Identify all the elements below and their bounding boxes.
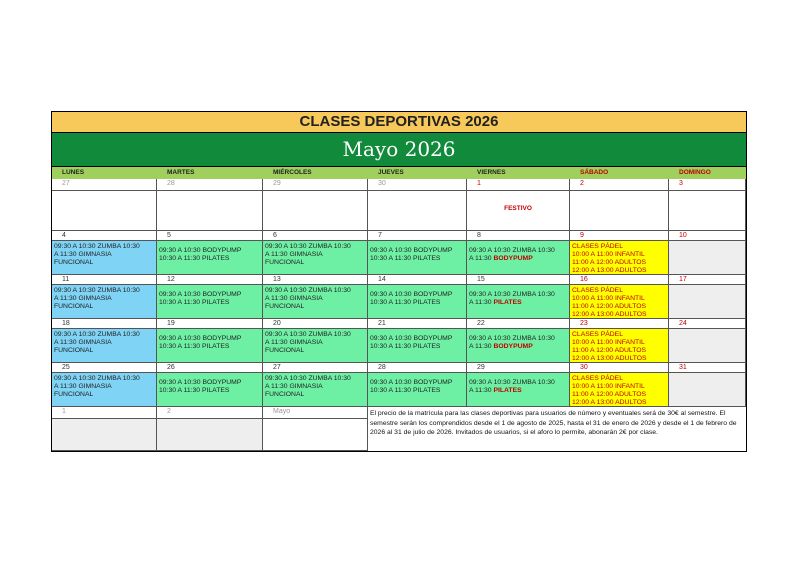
class-cell-saturday: [570, 329, 669, 363]
class-line: 09:30 A 10:30 ZUMBA 10:30: [54, 331, 140, 338]
dow-friday: VIERNES: [467, 167, 570, 179]
day-number: 12: [157, 275, 263, 285]
day-number: 3: [669, 179, 746, 191]
class-line: 10:30 A 11:30 PILATES: [159, 343, 230, 350]
class-line: 09:30 A 10:30 ZUMBA 10:30: [265, 375, 351, 382]
day-number: 27: [52, 179, 157, 191]
class-line: 09:30 A 10:30 BODYPUMP: [159, 291, 242, 298]
class-line: FUNCIONAL: [265, 347, 305, 354]
class-cell-tuesday: [157, 285, 263, 319]
day-number: 30: [570, 363, 669, 373]
class-line: 11:00 A 12:00 ADULTOS: [572, 347, 647, 354]
class-line: 12:00 A 13:00 ADULTOS: [572, 311, 647, 318]
day-cell: [669, 329, 746, 363]
class-line: FUNCIONAL: [54, 391, 94, 398]
class-line: CLASES PÁDEL: [572, 375, 623, 382]
class-line: 10:30 A 11:30 PILATES: [370, 255, 441, 262]
class-line: [469, 255, 569, 263]
class-line: 09:30 A 10:30 ZUMBA 10:30: [265, 243, 351, 250]
class-line: A 11:30 GIMNASIA: [54, 251, 112, 258]
class-cell-wednesday: [263, 373, 368, 407]
class-line: 10:30 A 11:30 PILATES: [159, 299, 230, 306]
class-cell-thursday: [368, 373, 467, 407]
class-cell-thursday: [368, 285, 467, 319]
day-number: 16: [570, 275, 669, 285]
class-line: 09:30 A 10:30 BODYPUMP: [370, 291, 453, 298]
class-cell-wednesday: [263, 329, 368, 363]
class-line: 10:00 A 11:00 INFANTIL: [572, 383, 645, 390]
class-line: A 11:30 GIMNASIA: [265, 251, 323, 258]
day-cell: [669, 241, 746, 275]
day-cell: [52, 191, 157, 231]
class-line: FUNCIONAL: [54, 259, 94, 266]
class-time: A 11:30: [469, 387, 492, 394]
day-number: 22: [467, 319, 570, 329]
class-cell-friday: [467, 285, 570, 319]
day-number: 31: [669, 363, 746, 373]
class-cell-monday: [52, 373, 157, 407]
day-number: 24: [669, 319, 746, 329]
class-line: 09:30 A 10:30 ZUMBA 10:30: [54, 375, 140, 382]
day-number: 17: [669, 275, 746, 285]
class-cell-tuesday: [157, 241, 263, 275]
class-line: 12:00 A 13:00 ADULTOS: [572, 399, 647, 406]
dow-tuesday: MARTES: [157, 167, 263, 179]
class-line: 11:00 A 12:00 ADULTOS: [572, 259, 647, 266]
class-line: 11:00 A 12:00 ADULTOS: [572, 303, 647, 310]
day-number: 27: [263, 363, 368, 373]
class-name-bodypump: BODYPUMP: [493, 343, 533, 350]
class-line: 09:30 A 10:30 ZUMBA 10:30: [469, 335, 555, 342]
footer-note: El precio de la matrícula para las clases deportivas para usuarios de número y eventuales será de 30€ al semestre. El semestre serán los comprendidos desde el 1 de agosto de 2025, hasta el 31 de enero de 2026 y desde el 1 de febrero de 2026 al 31 de julio de 2026. Invitados de usuarios, si el aforo lo permite, abonarán 2€ por clase.: [370, 410, 737, 436]
class-cell-saturday: [570, 373, 669, 407]
day-number: 26: [157, 363, 263, 373]
class-line: 10:30 A 11:30 PILATES: [159, 387, 230, 394]
day-number: 29: [467, 363, 570, 373]
class-line: A 11:30 GIMNASIA: [265, 383, 323, 390]
class-line: 09:30 A 10:30 ZUMBA 10:30: [54, 243, 140, 250]
class-cell-thursday: [368, 241, 467, 275]
day-number: 8: [467, 231, 570, 241]
class-line: FUNCIONAL: [54, 347, 94, 354]
class-line: 10:00 A 11:00 INFANTIL: [572, 295, 645, 302]
class-line: 09:30 A 10:30 ZUMBA 10:30: [54, 287, 140, 294]
class-line: 10:30 A 11:30 PILATES: [159, 255, 230, 262]
dow-saturday: SÁBADO: [570, 167, 669, 179]
class-line: A 11:30 GIMNASIA: [54, 383, 112, 390]
day-number: 15: [467, 275, 570, 285]
day-number: 21: [368, 319, 467, 329]
class-name-pilates: PILATES: [493, 387, 522, 394]
class-line: 09:30 A 10:30 BODYPUMP: [159, 247, 242, 254]
day-number: 2: [570, 179, 669, 191]
day-number: 2: [157, 407, 263, 419]
class-line: A 11:30 GIMNASIA: [54, 339, 112, 346]
class-line: 09:30 A 10:30 BODYPUMP: [370, 247, 453, 254]
day-number: 4: [52, 231, 157, 241]
day-number: 5: [157, 231, 263, 241]
class-cell-saturday: [570, 285, 669, 319]
class-line: 09:30 A 10:30 ZUMBA 10:30: [265, 287, 351, 294]
day-cell: [263, 419, 368, 451]
class-time: A 11:30: [469, 343, 492, 350]
class-time: A 11:30: [469, 299, 492, 306]
day-number: 30: [368, 179, 467, 191]
class-cell-friday: [467, 241, 570, 275]
day-number: 10: [669, 231, 746, 241]
class-line: FUNCIONAL: [265, 391, 305, 398]
day-number: 28: [157, 179, 263, 191]
day-cell: [669, 191, 746, 231]
day-number: 18: [52, 319, 157, 329]
day-number: 9: [570, 231, 669, 241]
class-line: CLASES PÁDEL: [572, 331, 623, 338]
dow-monday: LUNES: [52, 167, 157, 179]
day-number: 14: [368, 275, 467, 285]
class-cell-monday: [52, 285, 157, 319]
dow-wednesday: MIÉRCOLES: [263, 167, 368, 179]
calendar-title: CLASES DEPORTIVAS 2026: [52, 112, 746, 133]
class-line: 10:30 A 11:30 PILATES: [370, 387, 441, 394]
class-cell-wednesday: [263, 241, 368, 275]
day-number: 29: [263, 179, 368, 191]
day-number: 23: [570, 319, 669, 329]
class-cell-thursday: [368, 329, 467, 363]
class-cell-wednesday: [263, 285, 368, 319]
class-line: 12:00 A 13:00 ADULTOS: [572, 267, 647, 274]
class-cell-tuesday: [157, 329, 263, 363]
day-cell: [157, 191, 263, 231]
class-name-bodypump: BODYPUMP: [493, 255, 533, 262]
day-number: 7: [368, 231, 467, 241]
class-line: [469, 387, 569, 395]
day-cell: [669, 373, 746, 407]
class-line: CLASES PÁDEL: [572, 243, 623, 250]
festivo-label: FESTIVO: [467, 191, 570, 231]
class-line: 09:30 A 10:30 ZUMBA 10:30: [469, 379, 555, 386]
day-number: 1: [52, 407, 157, 419]
class-line: FUNCIONAL: [265, 303, 305, 310]
class-line: A 11:30 GIMNASIA: [265, 295, 323, 302]
class-line: 10:30 A 11:30 PILATES: [370, 343, 441, 350]
class-line: 11:00 A 12:00 ADULTOS: [572, 391, 647, 398]
class-line: [469, 343, 569, 351]
calendar: [51, 111, 747, 452]
dow-thursday: JUEVES: [368, 167, 467, 179]
class-line: 10:30 A 11:30 PILATES: [370, 299, 441, 306]
day-number: 19: [157, 319, 263, 329]
class-line: 09:30 A 10:30 BODYPUMP: [370, 379, 453, 386]
day-number: 11: [52, 275, 157, 285]
day-cell: [52, 419, 157, 451]
day-number: 6: [263, 231, 368, 241]
class-name-pilates: PILATES: [493, 299, 522, 306]
class-line: A 11:30 GIMNASIA: [54, 295, 112, 302]
day-number: 20: [263, 319, 368, 329]
day-cell: [570, 191, 669, 231]
dow-sunday: DOMINGO: [669, 167, 746, 179]
class-line: CLASES PÁDEL: [572, 287, 623, 294]
day-number: 13: [263, 275, 368, 285]
class-line: 09:30 A 10:30 ZUMBA 10:30: [469, 291, 555, 298]
class-cell-friday: [467, 329, 570, 363]
class-line: 12:00 A 13:00 ADULTOS: [572, 355, 647, 362]
day-cell: [368, 191, 467, 231]
class-line: 10:00 A 11:00 INFANTIL: [572, 339, 645, 346]
class-line: FUNCIONAL: [265, 259, 305, 266]
day-cell: [669, 285, 746, 319]
class-line: 09:30 A 10:30 BODYPUMP: [370, 335, 453, 342]
day-number: 28: [368, 363, 467, 373]
class-line: 09:30 A 10:30 BODYPUMP: [159, 335, 242, 342]
day-number: 25: [52, 363, 157, 373]
class-cell-monday: [52, 241, 157, 275]
class-cell-saturday: [570, 241, 669, 275]
day-number: 1: [467, 179, 570, 191]
class-time: A 11:30: [469, 255, 492, 262]
day-number: Mayo: [263, 407, 368, 419]
class-line: 10:00 A 11:00 INFANTIL: [572, 251, 645, 258]
class-line: 09:30 A 10:30 BODYPUMP: [159, 379, 242, 386]
class-line: 09:30 A 10:30 ZUMBA 10:30: [469, 247, 555, 254]
class-line: [469, 299, 569, 307]
day-cell: [263, 191, 368, 231]
class-line: FUNCIONAL: [54, 303, 94, 310]
class-cell-tuesday: [157, 373, 263, 407]
class-cell-monday: [52, 329, 157, 363]
day-cell: [157, 419, 263, 451]
class-line: A 11:30 GIMNASIA: [265, 339, 323, 346]
month-title: Mayo 2026: [52, 133, 746, 167]
class-line: 09:30 A 10:30 ZUMBA 10:30: [265, 331, 351, 338]
class-cell-friday: [467, 373, 570, 407]
